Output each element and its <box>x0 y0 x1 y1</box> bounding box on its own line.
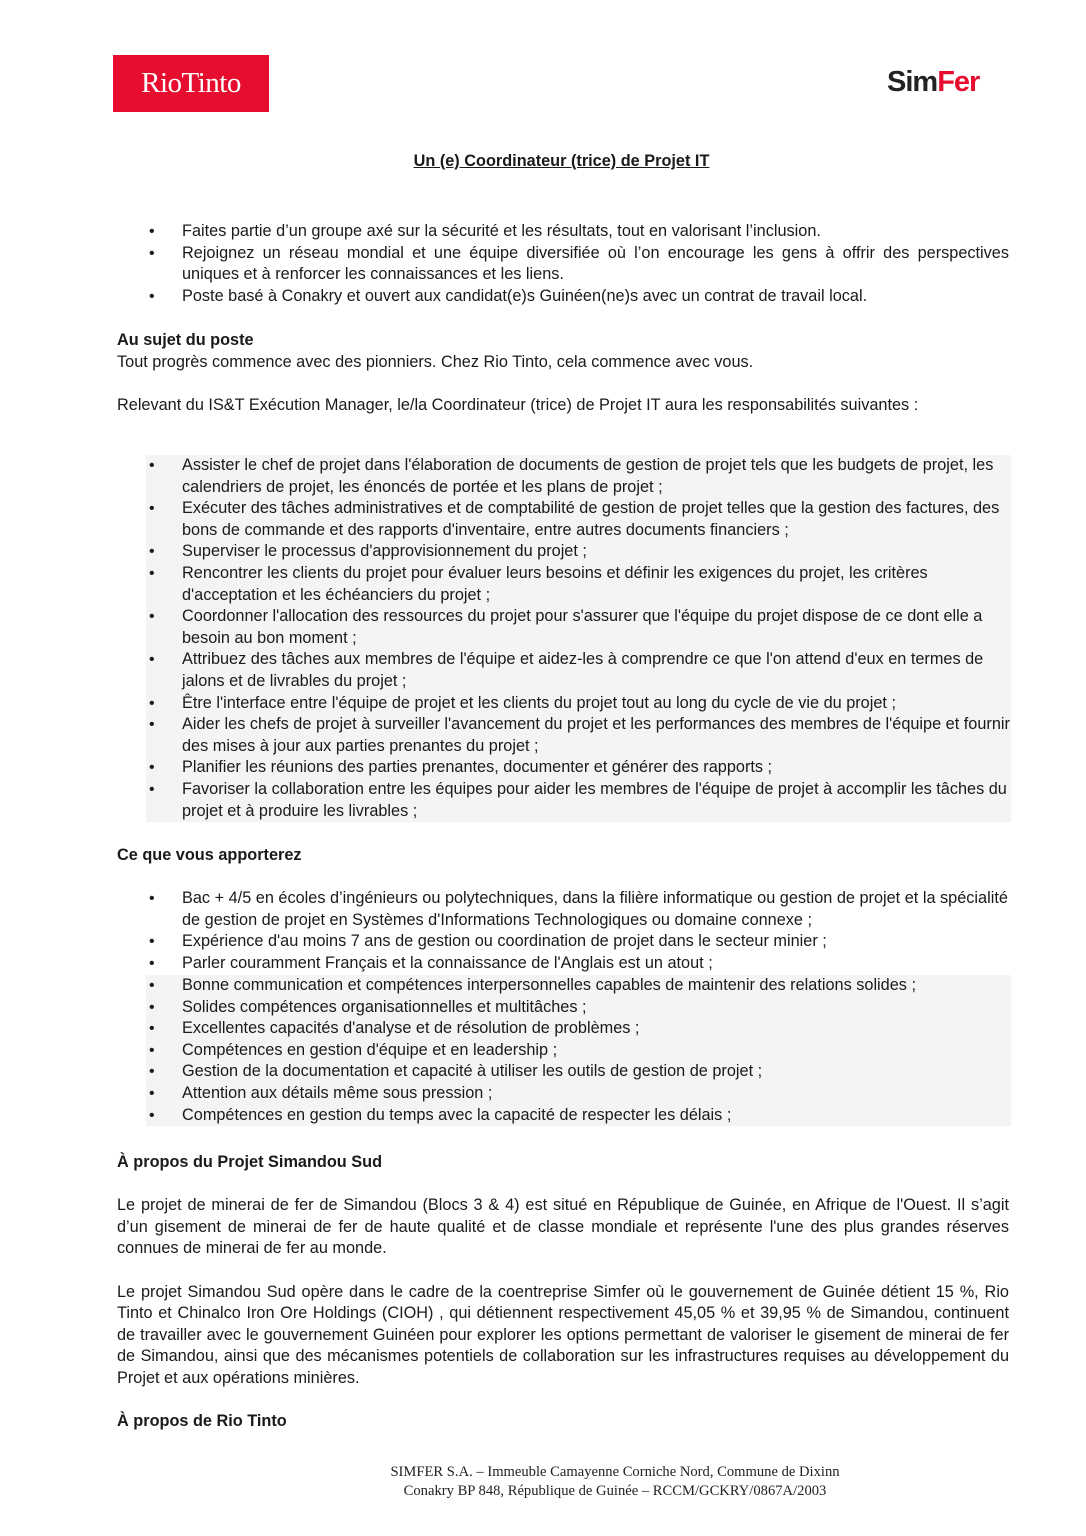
simandou-section <box>117 1152 1009 1433</box>
simfer-logo <box>887 66 979 99</box>
list-item: • Parler couramment Français et la connaissance de l'Anglais est un atout ; <box>117 953 1009 975</box>
list-item: • Être l'interface entre l'équipe de projet et les clients du projet tout au long du cycle de vie du projet ; <box>117 693 1011 715</box>
list-item: • Faites partie d’un groupe axé sur la sécurité et les résultats, tout en valorisant l’inclusion. <box>117 221 1009 243</box>
list-item: • Aider les chefs de projet à surveiller l'avancement du projet et les performances des membres de l'équipe et fournir des mises à jour aux parties prenantes du projet ; <box>117 714 1011 757</box>
simandou-paragraph-2: Le projet Simandou Sud opère dans le cadre de la coentreprise Simfer où le gouvernement de Guinée détient 15 %, Rio Tinto et Chinalco Iron Ore Holdings (CIOH) , qui détiennent respectivement 45,05 % et 39,95 % de Simandou, continuent de travailler avec le gouvernement Guinéen pour explorer les options permettant de valoriser le gisement de minerai de fer de Simandou, ainsi que des mécanismes potentiels de collaboration sur les infrastructures requises au développement du Projet et aux opérations minières. <box>117 1282 1009 1387</box>
intro-bullets <box>117 221 1009 307</box>
footer-line-1: SIMFER S.A. – Immeuble Camayenne Corniche Nord, Commune de Dixinn <box>390 1464 840 1480</box>
simandou-paragraph-1: Le projet de minerai de fer de Simandou (Blocs 3 & 4) est situé en République de Guinée, en Afrique de l'Ouest. Il s’agit d’un gisement de minerai de fer de haute qualité et de classe mondiale et représente l'une des plus grandes réserves connues de minerai de fer au monde. <box>117 1196 1009 1258</box>
simfer-logo-sim: Sim <box>887 66 938 98</box>
rio-tinto-logo <box>113 55 269 112</box>
list-item: • Rencontrer les clients du projet pour évaluer leurs besoins et définir les exigences du projet, les critères d'acceptation et les échéanciers du projet ; <box>117 563 1011 606</box>
section-heading-simandou: À propos du Projet Simandou Sud <box>117 1153 383 1171</box>
list-item: • Rejoignez un réseau mondial et une équipe diversifiée où l’on encourage les gens à offrir des perspectives uniques et à renforcer les connaissances et les liens. <box>117 243 1009 286</box>
list-item: • Favoriser la collaboration entre les équipes pour aider les membres de l'équipe de projet à accomplir les tâches du projet et à produire les livrables ; <box>117 779 1011 822</box>
list-item: • Excellentes capacités d'analyse et de résolution de problèmes ; <box>117 1018 1011 1040</box>
responsibilities-list <box>146 455 1011 822</box>
about-role-tagline: Tout progrès commence avec des pionniers. Chez Rio Tinto, cela commence avec vous. <box>117 352 754 371</box>
page-footer <box>0 1463 1086 1500</box>
list-item: • Coordonner l'allocation des ressources du projet pour s'assurer que l'équipe du projet dispose de ce dont elle a besoin au bon moment ; <box>117 606 1011 649</box>
list-item: • Attention aux détails même sous pression ; <box>117 1083 1011 1105</box>
requirements-heading-block <box>117 845 1009 867</box>
list-item: • Assister le chef de projet dans l'élaboration de documents de gestion de projet tels que les budgets de projet, les calendriers de projet, les énoncés de portée et les plans de projet ; <box>117 455 1011 498</box>
rio-tinto-logo-text: RioTinto <box>141 67 241 99</box>
list-item: • Exécuter des tâches administratives et de comptabilité de gestion de projet telles que la gestion des factures, des bons de commande et des rapports d'inventaire, entre autres documents financiers ; <box>117 498 1011 541</box>
list-item: • Compétences en gestion du temps avec la capacité de respecter les délais ; <box>117 1105 1011 1127</box>
simfer-logo-fer: Fer <box>937 66 980 98</box>
section-heading-rio-tinto: À propos de Rio Tinto <box>117 1412 287 1431</box>
list-item: • Attribuez des tâches aux membres de l'équipe et aidez-les à comprendre ce que l'on attend d'eux en termes de jalons et de livrables du projet ; <box>117 649 1011 692</box>
list-item: • Gestion de la documentation et capacité à utiliser les outils de gestion de projet ; <box>117 1061 1011 1083</box>
list-item: • Bonne communication et compétences interpersonnelles capables de maintenir des relations solides ; <box>117 975 1011 997</box>
list-item: • Poste basé à Conakry et ouvert aux candidat(e)s Guinéen(ne)s avec un contrat de travail local. <box>117 286 1009 308</box>
page-title: Un (e) Coordinateur (trice) de Projet IT <box>413 152 710 170</box>
list-item: • Planifier les réunions des parties prenantes, documenter et générer des rapports ; <box>117 757 1011 779</box>
about-role-section <box>117 330 1009 416</box>
list-item: • Expérience d'au moins 7 ans de gestion ou coordination de projet dans le secteur minier ; <box>117 931 1009 953</box>
list-item: • Compétences en gestion d'équipe et en leadership ; <box>117 1040 1011 1062</box>
list-item: • Bac + 4/5 en écoles d’ingénieurs ou polytechniques, dans la filière informatique ou gestion de projet et la spécialité de gestion de projet en Systèmes d'Informations Technologiques ou domaine connexe ; <box>117 888 1009 931</box>
about-role-intro: Relevant du IS&T Exécution Manager, le/la Coordinateur (trice) de Projet IT aura les responsabilités suivantes : <box>117 395 919 414</box>
list-item: • Superviser le processus d'approvisionnement du projet ; <box>117 541 1011 563</box>
footer-line-2: Conakry BP 848, République de Guinée – RCCM/GCKRY/0867A/2003 <box>403 1482 827 1499</box>
section-heading-requirements: Ce que vous apporterez <box>117 846 302 864</box>
section-heading-about-role: Au sujet du poste <box>117 331 254 349</box>
list-item: • Solides compétences organisationnelles et multitâches ; <box>117 997 1011 1019</box>
requirements-list-shaded <box>146 975 1011 1126</box>
requirements-list <box>117 888 1009 974</box>
